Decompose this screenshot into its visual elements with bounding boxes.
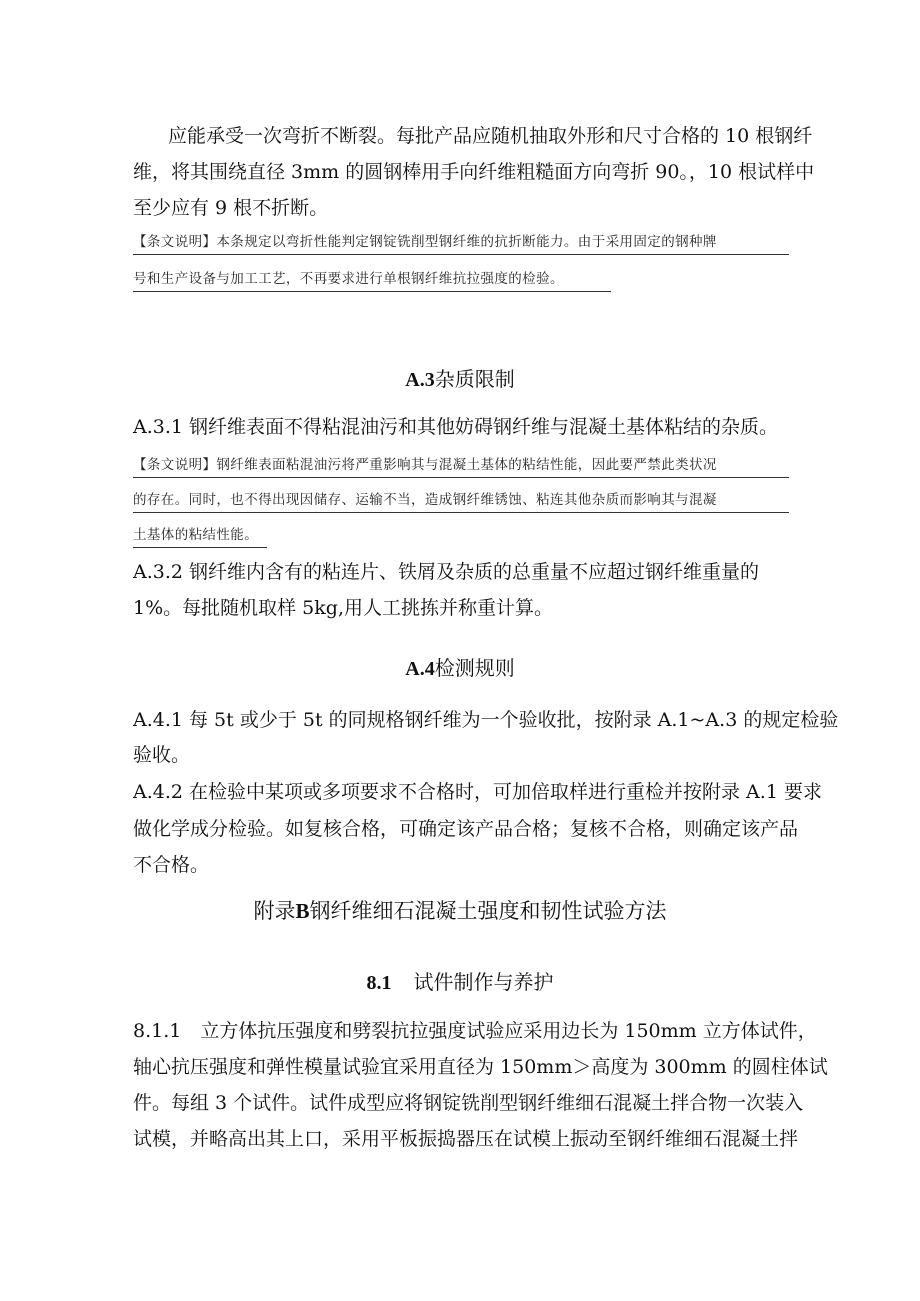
paragraph-line: 至少应有 9 根不折断。 [133,197,329,219]
underline [133,547,267,548]
appendix-letter: B [295,899,310,923]
paragraph-line: 应能承受一次弯折不断裂。每批产品应随机抽取外形和尺寸合格的 10 根钢纤 [168,125,813,147]
paragraph-line: A.4.1 每 5t 或少于 5t 的同规格钢纤维为一个验收批，按附录 A.1~A.3 的规定检验 [133,709,839,731]
heading-text: 杂质限制 [434,367,515,391]
clause-note-line: 【条文说明】钢纤维表面粘混油污将严重影响其与混凝土基体的粘结性能，因此要严禁此类状况 [133,457,717,473]
paragraph-line: 验收。 [133,744,191,766]
heading-text: 试件制作与养护 [413,970,554,994]
paragraph-line: 做化学成分检验。如复核合格，可确定该产品合格；复核不合格，则确定该产品 [133,818,799,840]
paragraph-line: 1%。每批随机取样 5kg,用人工挑拣并称重计算。 [133,597,553,619]
appendix-prefix: 附录 [253,899,296,923]
clause-note-line: 号和生产设备与加工工艺，不再要求进行单根钢纤维抗拉强度的检验。 [133,271,564,287]
paragraph-line: 轴心抗压强度和弹性模量试验宜采用直径为 150mm＞高度为 300mm 的圆柱体试 [133,1056,828,1078]
clause-a31: A.3.1 钢纤维表面不得粘混油污和其他妨碍钢纤维与混凝土基体粘结的杂质。 [133,416,779,438]
heading-text: 检测规则 [434,656,515,680]
paragraph-line: 件。每组 3 个试件。试件成型应将钢锭铣削型钢纤维细石混凝土拌合物一次装入 [133,1092,804,1114]
underline [133,512,789,513]
section-heading-a4 [0,653,920,684]
appendix-title-text: 钢纤维细石混凝土强度和韧性试验方法 [309,899,667,923]
clause-note-line: 的存在。同时，也不得出现因储存、运输不当，造成钢纤维锈蚀、粘连其他杂质而影响其与混凝 [133,492,717,508]
clause-note-line: 【条文说明】本条规定以弯折性能判定钢锭铣削型钢纤维的抗折断能力。由于采用固定的钢种牌 [133,234,717,250]
paragraph-line: 维，将其围绕直径 3mm 的圆钢棒用手向纤维粗糙面方向弯折 90。，10 根试样中 [133,161,815,183]
underline [133,477,789,478]
paragraph-line: 不合格。 [133,854,210,876]
paragraph-line: 8.1.1 立方体抗压强度和劈裂抗拉强度试验应采用边长为 150mm 立方体试件， [133,1020,817,1042]
clause-note-line: 土基体的粘结性能。 [133,527,259,543]
appendix-b-title [0,896,920,926]
paragraph-line: A.4.2 在检验中某项或多项要求不合格时，可加倍取样进行重检并按附录 A.1 要求 [133,781,822,803]
underline [133,291,611,292]
heading-number: A.3 [405,369,435,391]
underline [133,254,789,255]
heading-number: 8.1 [366,972,392,994]
section-heading-a3 [0,364,920,395]
paragraph-line: A.3.2 钢纤维内含有的粘连片、铁屑及杂质的总重量不应超过钢纤维重量的 [133,561,760,583]
paragraph-line: 试模，并略高出其上口，采用平板振捣器压在试模上振动至钢纤维细石混凝土拌 [133,1128,799,1150]
section-heading-81 [0,967,920,998]
heading-number: A.4 [405,658,435,680]
